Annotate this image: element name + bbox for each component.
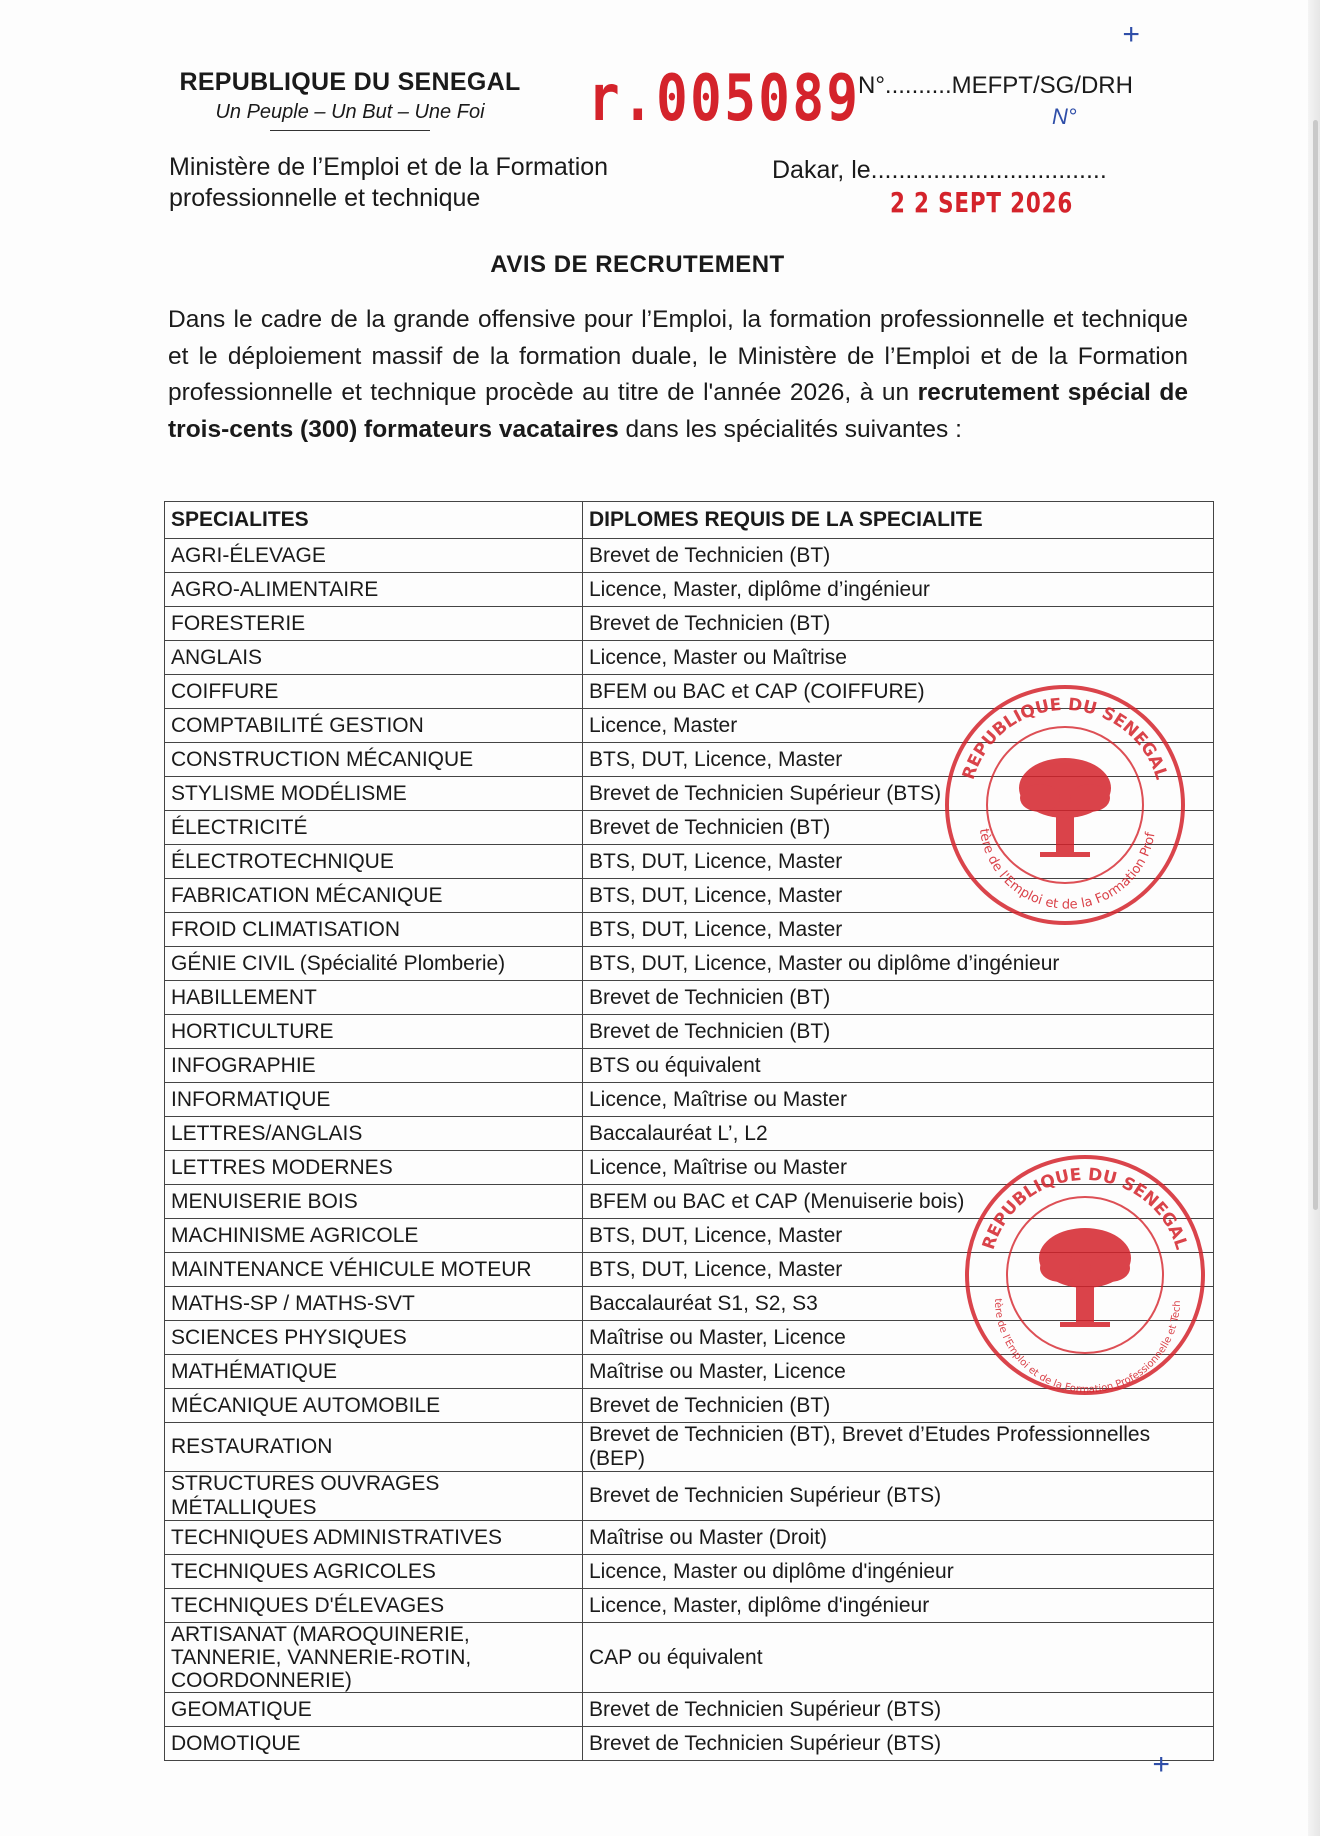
diploma-cell: Licence, Master ou diplôme d'ingénieur	[583, 1555, 1214, 1589]
speciality-cell: RESTAURATION	[165, 1423, 583, 1472]
speciality-cell: MENUISERIE BOIS	[165, 1185, 583, 1219]
initial-bottom: +	[1152, 1748, 1170, 1781]
speciality-cell: DOMOTIQUE	[165, 1727, 583, 1761]
intro-part-1: Dans le cadre de la grande offensive pour l’Emploi, la formation professionnelle et technique et le déploiement massif de la formation duale, le Ministère de l’Emploi et de la Formation professionnelle et technique procède au titre de l'année 2026, à un	[168, 306, 1188, 406]
diploma-cell: Brevet de Technicien (BT)	[583, 1015, 1214, 1049]
diploma-cell: BFEM ou BAC et CAP (Menuiserie bois)	[583, 1185, 1214, 1219]
diploma-cell: BTS, DUT, Licence, Master	[583, 1253, 1214, 1287]
speciality-cell: ARTISANAT (MAROQUINERIE, TANNERIE, VANNERIE-ROTIN, COORDONNERIE)	[165, 1623, 583, 1693]
speciality-cell: HORTICULTURE	[165, 1015, 583, 1049]
speciality-cell: GEOMATIQUE	[165, 1693, 583, 1727]
intro-part-2: dans les spécialités suivantes :	[618, 415, 962, 443]
official-seal-2	[960, 1150, 1210, 1400]
intro-bold: recrutement spécial de trois-cents (300) formateurs vacataires	[168, 379, 1188, 443]
diploma-cell: Maîtrise ou Master, Licence	[583, 1321, 1214, 1355]
speciality-cell: INFORMATIQUE	[165, 1083, 583, 1117]
table-row	[165, 607, 1214, 641]
speciality-cell: HABILLEMENT	[165, 981, 583, 1015]
seal-2-graphic	[960, 1150, 1210, 1400]
speciality-cell: INFOGRAPHIE	[165, 1049, 583, 1083]
speciality-cell: MATHS-SP / MATHS-SVT	[165, 1287, 583, 1321]
table-row	[165, 1521, 1214, 1555]
seal-2-inner-text: tère de l'Emploi et de la Formation Professionnelle et Tech	[991, 1298, 1184, 1396]
speciality-cell: TECHNIQUES ADMINISTRATIVES	[165, 1521, 583, 1555]
speciality-cell: LETTRES/ANGLAIS	[165, 1117, 583, 1151]
diploma-cell: Maîtrise ou Master (Droit)	[583, 1521, 1214, 1555]
seal-1-inner-text: tère de l'Emploi et de la Formation Prof	[975, 827, 1159, 913]
intro-paragraph	[168, 302, 1188, 448]
table-row	[165, 981, 1214, 1015]
speciality-cell: MATHÉMATIQUE	[165, 1355, 583, 1389]
diploma-cell: BTS, DUT, Licence, Master	[583, 845, 1214, 879]
speciality-cell: TECHNIQUES D'ÉLEVAGES	[165, 1589, 583, 1623]
speciality-cell: CONSTRUCTION MÉCANIQUE	[165, 743, 583, 777]
speciality-cell: TECHNIQUES AGRICOLES	[165, 1555, 583, 1589]
diploma-cell: BFEM ou BAC et CAP (COIFFURE)	[583, 675, 1214, 709]
speciality-cell: ÉLECTRICITÉ	[165, 811, 583, 845]
motto-underline	[270, 130, 430, 131]
diploma-cell: Brevet de Technicien (BT)	[583, 811, 1214, 845]
speciality-cell: MAINTENANCE VÉHICULE MOTEUR	[165, 1253, 583, 1287]
diploma-cell: BTS, DUT, Licence, Master	[583, 879, 1214, 913]
diploma-cell: BTS, DUT, Licence, Master	[583, 1219, 1214, 1253]
date-stamp: 2 2 SEPT 2026	[890, 186, 1074, 219]
speciality-cell: STYLISME MODÉLISME	[165, 777, 583, 811]
scrollbar[interactable]	[1313, 120, 1318, 1210]
table-header-row	[165, 502, 1214, 539]
republic-name: REPUBLIQUE DU SENEGAL	[179, 68, 521, 96]
diploma-cell: Brevet de Technicien (BT)	[583, 981, 1214, 1015]
initial-top: +	[1122, 18, 1140, 51]
date-label: Dakar, le..................................	[772, 156, 1107, 184]
diploma-cell: Brevet de Technicien (BT)	[583, 1389, 1214, 1423]
speciality-cell: ANGLAIS	[165, 641, 583, 675]
diploma-cell: Brevet de Technicien Supérieur (BTS)	[583, 1693, 1214, 1727]
diploma-cell: CAP ou équivalent	[583, 1623, 1214, 1693]
speciality-cell: AGRI-ÉLEVAGE	[165, 539, 583, 573]
speciality-cell: FROID CLIMATISATION	[165, 913, 583, 947]
seal-1-graphic	[940, 680, 1190, 930]
diploma-cell: BTS ou équivalent	[583, 1049, 1214, 1083]
table-row	[165, 1555, 1214, 1589]
table-row	[165, 1589, 1214, 1623]
speciality-cell: FORESTERIE	[165, 607, 583, 641]
table-row	[165, 1423, 1214, 1472]
diploma-cell: Licence, Master	[583, 709, 1214, 743]
seal-2-outer-text: REPUBLIQUE DU SENEGAL	[978, 1164, 1192, 1253]
header-diplomes: DIPLOMES REQUIS DE LA SPECIALITE	[583, 502, 1214, 539]
letterhead-left	[170, 68, 530, 131]
table-row	[165, 1727, 1214, 1761]
speciality-cell: COIFFURE	[165, 675, 583, 709]
diploma-cell: Licence, Master, diplôme d'ingénieur	[583, 1589, 1214, 1623]
speciality-cell: ÉLECTROTECHNIQUE	[165, 845, 583, 879]
diploma-cell: Baccalauréat L’, L2	[583, 1117, 1214, 1151]
speciality-cell: MÉCANIQUE AUTOMOBILE	[165, 1389, 583, 1423]
table-row	[165, 947, 1214, 981]
diploma-cell: Licence, Master ou Maîtrise	[583, 641, 1214, 675]
table-row	[165, 1049, 1214, 1083]
table-row	[165, 1083, 1214, 1117]
table-row	[165, 573, 1214, 607]
speciality-cell: GÉNIE CIVIL (Spécialité Plomberie)	[165, 947, 583, 981]
diploma-cell: Licence, Master, diplôme d’ingénieur	[583, 573, 1214, 607]
speciality-cell: AGRO-ALIMENTAIRE	[165, 573, 583, 607]
document-title: AVIS DE RECRUTEMENT	[490, 251, 785, 278]
reference-number-stamp	[588, 62, 860, 136]
diploma-cell: BTS, DUT, Licence, Master	[583, 913, 1214, 947]
table-row	[165, 1693, 1214, 1727]
diploma-cell: BTS, DUT, Licence, Master ou diplôme d’ingénieur	[583, 947, 1214, 981]
speciality-cell: LETTRES MODERNES	[165, 1151, 583, 1185]
seal-1-outer-text: REPUBLIQUE DU SENEGAL	[958, 694, 1172, 783]
table-row	[165, 539, 1214, 573]
diploma-cell: Maîtrise ou Master, Licence	[583, 1355, 1214, 1389]
diploma-cell: Licence, Maîtrise ou Master	[583, 1083, 1214, 1117]
initial-no: N°	[1052, 104, 1077, 129]
ministry-line-1: Ministère de l’Emploi et de la Formation	[169, 153, 609, 181]
baobab-tree-icon	[1039, 1228, 1131, 1327]
ministry-line-2: professionnelle et technique	[169, 184, 481, 212]
stamp-prefix: r.	[588, 62, 657, 136]
table-row	[165, 641, 1214, 675]
ministry-name	[169, 152, 608, 214]
speciality-cell: MACHINISME AGRICOLE	[165, 1219, 583, 1253]
speciality-cell: COMPTABILITÉ GESTION	[165, 709, 583, 743]
diploma-cell: Brevet de Technicien (BT)	[583, 539, 1214, 573]
diploma-cell: Brevet de Technicien Supérieur (BTS)	[583, 1472, 1214, 1521]
stamp-number: 005089	[656, 62, 861, 136]
header-specialites: SPECIALITES	[165, 502, 583, 539]
baobab-tree-icon	[1019, 758, 1111, 857]
diploma-cell: Brevet de Technicien Supérieur (BTS)	[583, 777, 1214, 811]
table-row	[165, 1472, 1214, 1521]
diploma-cell: Brevet de Technicien (BT), Brevet d’Etudes Professionnelles (BEP)	[583, 1423, 1214, 1472]
reference-label: N°..........MEFPT/SG/DRH	[858, 72, 1133, 99]
table-row	[165, 1117, 1214, 1151]
speciality-cell: FABRICATION MÉCANIQUE	[165, 879, 583, 913]
table-row	[165, 1623, 1214, 1693]
diploma-cell: Baccalauréat S1, S2, S3	[583, 1287, 1214, 1321]
diploma-cell: Licence, Maîtrise ou Master	[583, 1151, 1214, 1185]
diploma-cell: BTS, DUT, Licence, Master	[583, 743, 1214, 777]
national-motto: Un Peuple – Un But – Une Foi	[215, 101, 485, 123]
speciality-cell: SCIENCES PHYSIQUES	[165, 1321, 583, 1355]
diploma-cell: Brevet de Technicien Supérieur (BTS)	[583, 1727, 1214, 1761]
table-row	[165, 1015, 1214, 1049]
speciality-cell: STRUCTURES OUVRAGES MÉTALLIQUES	[165, 1472, 583, 1521]
official-seal-1	[940, 680, 1190, 930]
diploma-cell: Brevet de Technicien (BT)	[583, 607, 1214, 641]
